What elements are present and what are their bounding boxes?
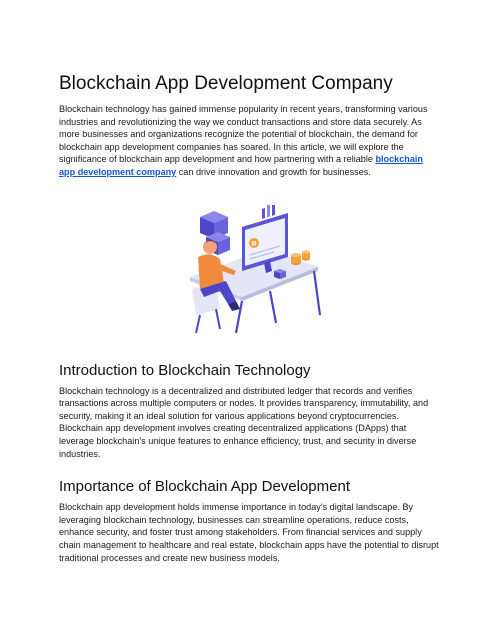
section-importance — [59, 478, 441, 564]
coin-stack-icon — [291, 250, 310, 265]
section-body: Blockchain app development holds immense importance in today's digital landscape. By leveraging blockchain technology, businesses can streamline operations, reduce costs, enhance security, and foster trust among stakeholders. From financial services and supply chain management to healthcare and real estate, blockchain apps have the potential to disrupt traditional processes and create new business models. — [59, 502, 439, 563]
section-introduction — [59, 362, 441, 461]
intro-text-before-link: Blockchain technology has gained immense popularity in recent years, transforming various industries and revolutionizing the way we conduct transactions and store data securely. As more businesses and organizations recognize the potential of blockchain, the demand for blockchain app development companies has soared. In this article, we will explore the significance of blockchain app development and how partnering with a reliable — [59, 104, 428, 165]
section-heading: Importance of Blockchain App Development — [59, 478, 350, 496]
svg-text:B: B — [251, 240, 257, 248]
page-title: Blockchain App Development Company — [59, 73, 393, 94]
section-body: Blockchain technology is a decentralized and distributed ledger that records and verifies transactions across multiple computers or nodes. It provides transparency, immutability, and security, making it an ideal solution for various applications beyond cryptocurrencies. Blockchain app development involves creating decentralized applications (DApps) that leverage blockchain's unique features to enhance efficiency, trust, and security in diverse industries. — [59, 385, 429, 459]
blockchain-company-link[interactable]: blockchain app development company — [59, 154, 423, 177]
section-heading: Introduction to Blockchain Technology — [59, 361, 311, 379]
intro-paragraph — [59, 103, 441, 179]
intro-text-after-link: can drive innovation and growth for businesses. — [176, 166, 371, 177]
person-at-blockchain-desk-illustration — [170, 205, 330, 335]
small-block-icon — [274, 269, 286, 279]
document-content — [59, 73, 441, 564]
